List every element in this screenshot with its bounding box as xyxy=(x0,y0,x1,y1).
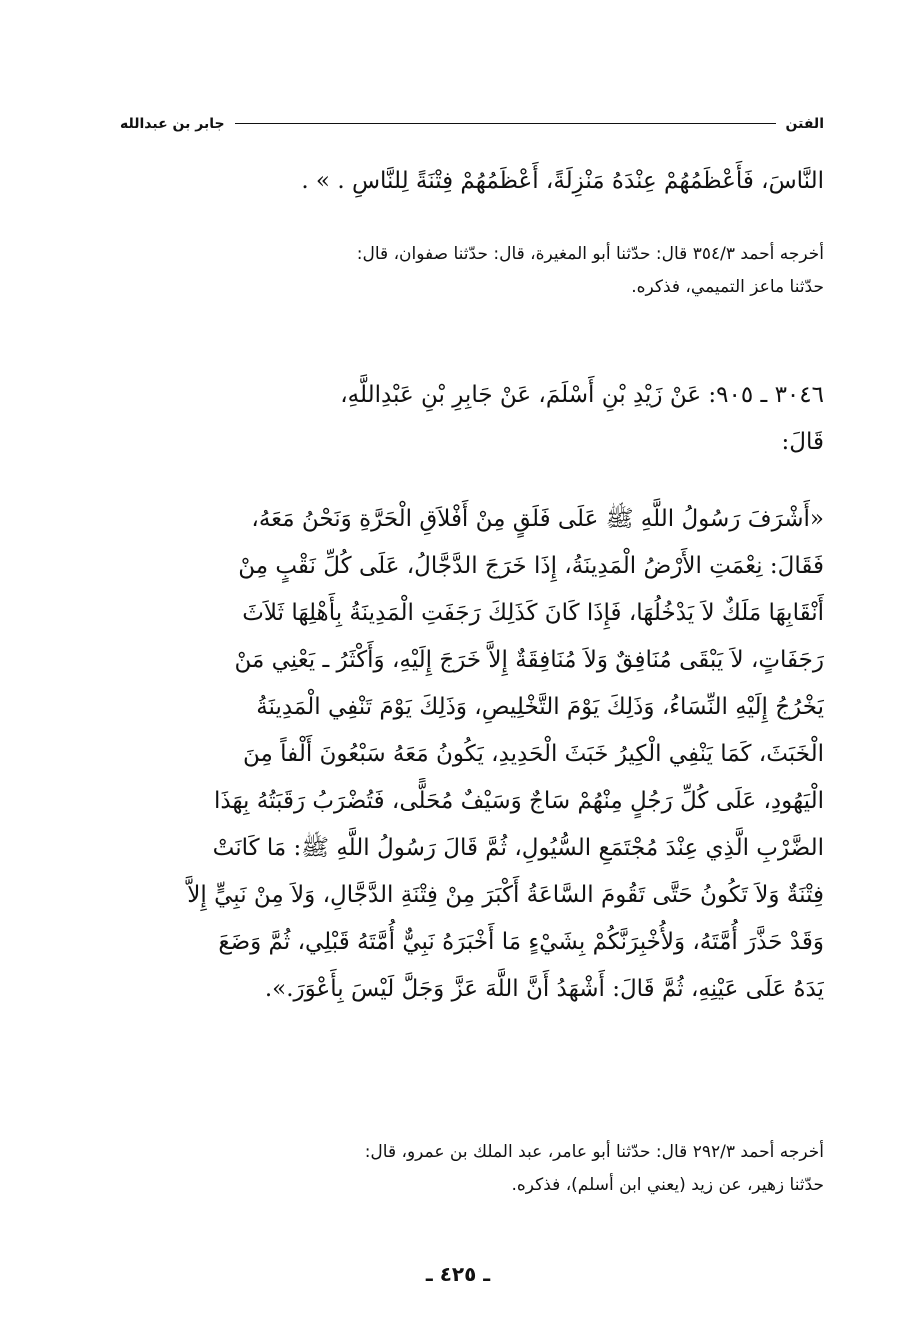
note-line: أخرجه أحمد ٣٥٤/٣ قال: حدّثنا أبو المغيرة، قال: حدّثنا صفوان، قال: xyxy=(356,244,824,264)
hadith-line: الْخَبَثَ، كَمَا يَنْفِي الْكِيرُ خَبَثَ الْحَدِيدِ، يَكُونُ مَعَهُ سَبْعُونَ أَلْفاً مِنَ xyxy=(243,741,824,767)
note-line: حدّثنا ماعز التميمي، فذكره. xyxy=(631,277,824,297)
hadith-line: يَدَهُ عَلَى عَيْنِهِ، ثُمَّ قَالَ: أَشْهَدُ أَنَّ اللَّهَ عَزَّ وَجَلَّ لَيْسَ بِأَعْوَرَ.». xyxy=(264,976,824,1002)
hadith-line: رَجَفَاتٍ، لاَ يَبْقَى مُنَافِقٌ وَلاَ مُنَافِقَةٌ إِلاَّ خَرَجَ إِلَيْهِ، وَأَكْثَرُ ـ يَعْنِي مَنْ xyxy=(234,647,824,673)
hadith-text xyxy=(130,496,824,1013)
hadith-line: يَخْرُجُ إِلَيْهِ النِّسَاءُ، وَذَلِكَ يَوْمَ التَّخْلِيصِ، وَذَلِكَ يَوْمَ تَنْفِي الْمَدِينَةُ xyxy=(256,694,824,720)
hadith-line: أَنْقَابِهَا مَلَكٌ لاَ يَدْخُلُهَا، فَإِذَا كَانَ كَذَلِكَ رَجَفَتِ الْمَدِينَةُ بِأَهْلِهَا ثَلاَثَ xyxy=(242,600,824,626)
takhrij-note-2 xyxy=(130,1136,824,1202)
continuation-text xyxy=(130,158,824,205)
page-number: ـ ٤٢٥ ـ xyxy=(425,1262,491,1286)
note-line: حدّثنا زهير، عن زيد (يعني ابن أسلم)، فذكره. xyxy=(511,1175,824,1195)
hadith-line: الْيَهُودِ، عَلَى كُلِّ رَجُلٍ مِنْهُمْ سَاجٌ وَسَيْفٌ مُحَلًّى، فَتُضْرَبُ رَقَبَتُهُ بِهَذَا xyxy=(213,788,824,814)
hadith-line: فَقَالَ: نِعْمَتِ الأَرْضُ الْمَدِينَةُ، إِذَا خَرَجَ الدَّجَّالُ، عَلَى كُلِّ نَقْبٍ مِنْ xyxy=(238,553,824,579)
hadith-line: «أَشْرَفَ رَسُولُ اللَّهِ ﷺ عَلَى فَلَقٍ مِنْ أَفْلاَقِ الْحَرَّةِ وَنَحْنُ مَعَهُ، xyxy=(251,506,824,532)
header-rule xyxy=(235,123,776,124)
heading-line: قَالَ: xyxy=(781,429,824,455)
chapter-title: الفتن xyxy=(785,116,824,132)
text-line: النَّاسَ، فَأَعْظَمُهُمْ عِنْدَهُ مَنْزِلَةً، أَعْظَمُهُمْ فِتْنَةً لِلنَّاسِ . » . xyxy=(301,168,824,194)
hadith-heading xyxy=(130,372,824,466)
running-header xyxy=(120,100,824,132)
hadith-line: وَقَدْ حَذَّرَ أُمَّتَهُ، وَلأُخْبِرَنَّكُمْ بِشَيْءٍ مَا أَخْبَرَهُ نَبِيٌّ أُمَّتَهُ قَبْلِي، ثُمَّ وَضَعَ xyxy=(218,929,824,955)
note-line: أخرجه أحمد ٢٩٢/٣ قال: حدّثنا أبو عامر، عبد الملك بن عمرو، قال: xyxy=(364,1142,824,1162)
narrator-title: جابر بن عبدالله xyxy=(120,116,225,132)
hadith-line: الضَّرْبِ الَّذِي عِنْدَ مُجْتَمَعِ السُّيُولِ، ثُمَّ قَالَ رَسُولُ اللَّهِ ﷺ: مَا كَانَتْ xyxy=(212,835,824,861)
heading-line: ٣٠٤٦ ـ ٩٠٥: عَنْ زَيْدِ بْنِ أَسْلَمَ، عَنْ جَابِرِ بْنِ عَبْدِاللَّهِ، xyxy=(340,382,824,408)
takhrij-note-1 xyxy=(130,238,824,304)
hadith-line: فِتْنَةٌ وَلاَ تَكُونُ حَتَّى تَقُومَ السَّاعَةُ أَكْبَرَ مِنْ فِتْنَةِ الدَّجَّالِ، وَلاَ مِنْ نَبِيٍّ إِلاَّ xyxy=(187,882,824,908)
